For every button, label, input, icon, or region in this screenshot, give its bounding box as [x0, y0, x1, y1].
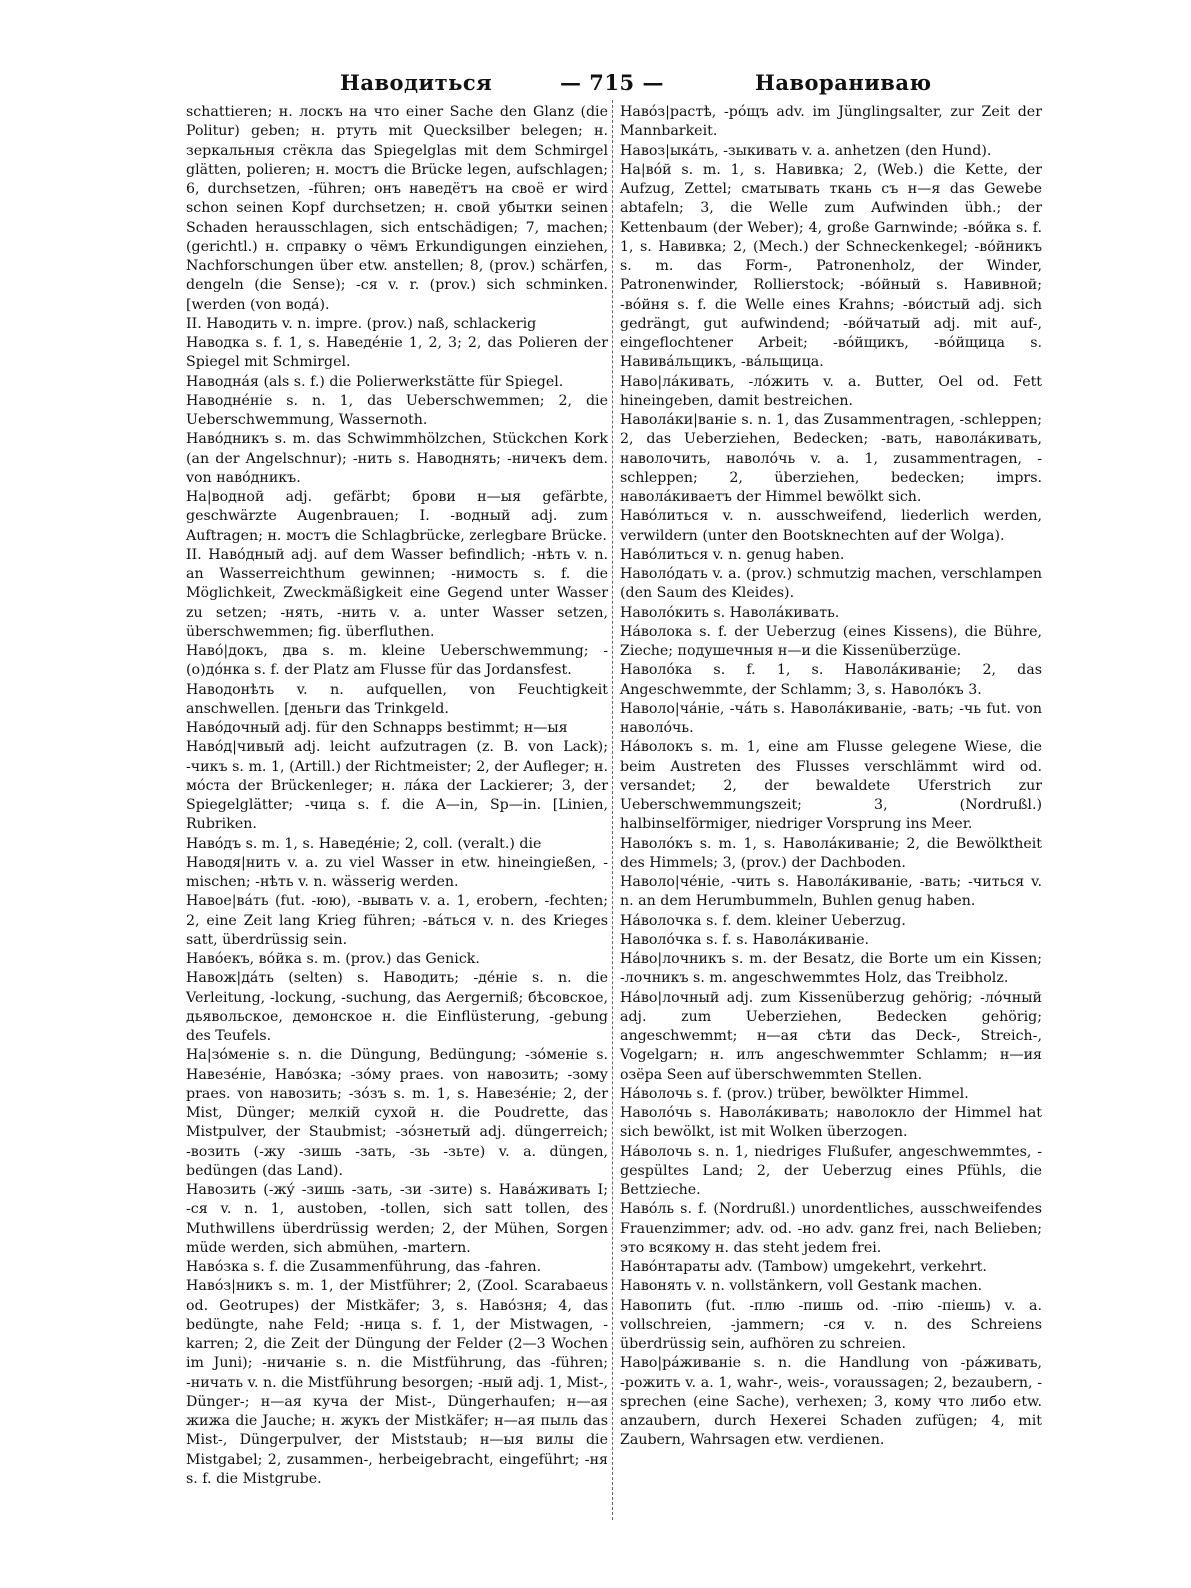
entry: Нáво|лочный adj. zum Kissenüberzug gehörig; -лóчный adj. zum Ueberziehen, Bedecken gehörig; angeschwemmt; н—ая сѣти das Deck-, Streich-, Vogelgarn; н. илъ angeschwemmter Schlamm; н—ия озёра Seen auf überschwemmten Stellen. [620, 989, 1042, 1083]
left-column [186, 103, 608, 1489]
entry: Нáволока s. f. der Ueberzug (eines Kissens), die Bühre, Zieche; подушечныя н—и die Kissenüberzüge. [620, 623, 1042, 659]
entry: Наводя|нить v. a. zu viel Wasser in etw. hineingießen, -mischen; -нѣть v. n. wässerig werden. [186, 854, 608, 890]
entry: Навóд|чивый adj. leicht aufzutragen (z. B. von Lack); -чикъ s. m. 1, (Artill.) der Richtmeister; 2, der Aufleger; н. мóста der Brückenleger; н. лáка der Lackierer; 3, der Spiegelglätter; -чица s. f. die A—in, Sp—in. [Linien, Rubriken. [186, 739, 608, 833]
header-right-word: Навораниваю [755, 70, 932, 95]
entry: Наволóкъ s. m. 1, s. Наволáкиваніе; 2, die Bewölktheit des Himmels; 3, (prov.) der Dachboden. [620, 835, 1042, 871]
entry: Навóдъ s. m. 1, s. Наведéніе; 2, coll. (veralt.) die [186, 835, 542, 852]
column-divider [612, 100, 613, 1520]
entry: Наволóчь s. Наволáкивать; наволокло der Himmel hat sich bewölkt, ist mit Wolken überzogen. [620, 1105, 1042, 1141]
entry: Навож|дáть (selten) s. Наводить; -дéніе s. n. die Verleitung, -lockung, -suchung, das Aergerniß; бѣсовское, дьявольское, демонское н. die Einflüsterung, -gebung des Teufels. [186, 970, 608, 1044]
entry: Навóлиться v. n. ausschweifend, liederlich werden, verwildern (unter den Bootsknechten auf der Wolga). [620, 508, 1042, 544]
entry: Навонять v. n. vollstänkern, voll Gestank machen. [620, 1278, 983, 1295]
entry: На|зóменіе s. n. die Düngung, Bedüngung; -зóменіе s. Навезéніе, Навóзка; -зóму praes. von навозить; -зому praes. von навозить; -зóзъ s. m. 1, s. Навезéніе; 2, der Mist, Dünger; мелкій сухой н. die Poudrette, das Mistpulver, der Staubmist; -зóзнетый adj. düngerreich; -возить (-жу -зишь -зать, -зь -зьте) v. a. düngen, bedüngen (das Land). [186, 1047, 608, 1179]
entry: Навóдникъ s. m. das Schwimmhölzchen, Stückchen Kork (an der Angelschnur); -нить s. Наводнять; -ничекъ dem. von навóдникъ. [186, 431, 608, 486]
page-number: — 715 — [560, 70, 664, 95]
entry: Навóль s. f. (Nordrußl.) unordentliches, ausschweifendes Frauenzimmer; adv. od. -но adv. ganz frei, nach Belieben; это всякому н. das steht jedem frei. [620, 1201, 1042, 1256]
entry: Навое|вáть (fut. -юю), -вывать v. a. 1, erobern, -fechten; 2, eine Zeit lang Krieg führen; -вáться v. n. des Krieges satt, überdrüssig sein. [186, 893, 608, 948]
entry: Наводка s. f. 1, s. Наведéніе 1, 2, 3; 2, das Polieren der Spiegel mit Schmirgel. [186, 335, 608, 371]
entry: Наводнéніе s. n. 1, das Ueberschwemmen; 2, die Ueberschwemmung, Wassernoth. [186, 392, 608, 428]
entry: На|вóй s. m. 1, s. Навивка; 2, (Web.) die Kette, der Aufzug, Zettel; сматывать ткань съ н—я das Gewebe abtafeln; 3, die Welle zum Aufwinden übh.; der Kettenbaum (der Weber); 4, große Garnwinde; -вóйка s. f. 1, s. Навивка; 2, (Mech.) der Schneckenkegel; -вóйникъ s. m. das Form-, Patronenholz, der Winder, Patronenwinder, Rollierstock; -вóйный s. Навивной; -вóйня s. f. die Welle eines Krahns; -вóистый adj. sich gedrängt, gut aufwindend; -вóйчатый adj. mit auf-, eingeflochtener Arbeit; -вóйщикъ, -вóйщица s. Навивáльщикъ, -вáльщица. [620, 161, 1042, 371]
entry: Наво|лáкивать, -лóжить v. a. Butter, Oel od. Fett hineingeben, damit bestreichen. [620, 373, 1042, 409]
entry: Наволо|чáніе, -чáть s. Наволáкиваніе, -вать; -чь fut. von наволóчь. [620, 700, 1042, 736]
entry: Навоз|ыкáть, -зыкивать v. a. anhetzen (den Hund). [620, 142, 992, 159]
entry: Навó|докъ, два s. m. kleine Ueberschwemmung; -(о)дóнка s. f. der Platz am Flusse für das Jordansfest. [186, 643, 608, 679]
entry: II. Навóдный adj. auf dem Wasser befindlich; -нѣть v. n. an Wasserreichthum gewinnen; -нимость s. f. die Möglichkeit, Zweckmäßigkeit eine Gegend unter Wasser zu setzen; -нять, -нить v. a. unter Wasser setzen, überschwemmen; fig. überfluthen. [186, 546, 608, 640]
entry: Наволóкить s. Наволáкивать. [620, 604, 840, 621]
entry: Нáволочь s. f. (prov.) trüber, bewölkter Himmel. [620, 1085, 969, 1102]
header-left-word: Наводиться [340, 70, 493, 95]
entry: Наволóдать v. a. (prov.) schmutzig machen, verschlampen (den Saum des Kleides). [620, 566, 1042, 602]
entry: Нáво|лочникъ s. m. der Besatz, die Borte um ein Kissen; -лочникъ s. m. angeschwemmtes Holz, das Treibholz. [620, 951, 1042, 987]
entry: Наволóчка s. f. s. Наволáкиваніе. [620, 931, 869, 948]
entry: Навóекъ, вóйка s. m. (prov.) das Genick. [186, 951, 480, 967]
entry: Навóнтараты adv. (Tambow) umgekehrt, verkehrt. [620, 1259, 987, 1275]
entry: Навóз|никъ s. m. 1, der Mistführer; 2, (Zool. Scarabaeus od. Geotrupes) der Mistkäfer; 3, s. Навóзня; 4, das bedüngte, nahe Feld; -ница s. f. 1, der Mistwagen, -karren; 2, die Zeit der Düngung der Felder (2—3 Wochen im Juni); -ничаніе s. n. die Mistführung, das -führen; -ничать v. n. die Mistführung besorgen; -ный adj. 1, Mist-, Dünger-; н—ая куча der Mist-, Düngerhaufen; н—ая жижа die Jauche; н. жукъ der Mistkäfer; н—ая пыль das Mist-, Düngerpulver, der Miststaub; н—ыя вилы die Mistgabel; 2, zusammen-, herbeigebracht, eingeführt; -ня s. f. die Mistgrube. [186, 1278, 608, 1487]
entry: Навóдочный adj. für den Schnapps bestimmt; н—ыя [186, 720, 568, 736]
entry: Наводнáя (als s. f.) die Polierwerkstätte für Spiegel. [186, 373, 564, 390]
entry: Навóзка s. f. die Zusammenführung, das -fahren. [186, 1259, 542, 1275]
entry: Нáволочь s. n. 1, niedriges Flußufer, angeschwemmtes, -gespültes Land; 2, der Ueberzug eines Pfühls, die Bettzieche. [620, 1143, 1042, 1198]
entry: schattieren; н. лоскъ на что einer Sache den Glanz (die Politur) geben; н. ртуть mit Quecksilber belegen; н. зеркальныя стёкла das Spiegelglas mit dem Schmirgel glätten, polieren; н. мостъ die Brücke legen, aufschlagen; 6, durchsetzen, -führen; онъ наведётъ на своё er wird schon seinen Kopf durchsetzen; н. свой убытки seinen Schaden herausschlagen, sich entschädigen; 7, machen; (gerichtl.) н. справку о чёмъ Erkundigungen einziehen, Nachforschungen über etw. anstellen; 8, (prov.) schärfen, dengeln (die Sense); -ся v. r. (prov.) sich schminken. [werden (von водá). [186, 104, 608, 313]
entry: Навопить (fut. -плю -пишь od. -пію -піешь) v. a. vollschreien, -jammern; -ся v. n. des Schreiens überdrüssig sein, aufhören zu schreien. [620, 1297, 1042, 1352]
entry: Нáволокъ s. m. 1, eine am Flusse gelegene Wiese, die beim Austreten des Flusses verschlämmt wird od. versandet; 2, der bewaldete Uferstrich zur Ueberschwemmungszeit; 3, (Nordrußl.) halbinselförmiger, niedriger Vorsprung ins Meer. [620, 739, 1042, 833]
entry: II. Наводить v. n. impre. (prov.) naß, schlackerig [186, 315, 537, 332]
entry: Наво|рáживаніе s. n. die Handlung von -рáживать, -рожить v. a. 1, wahr-, weis-, voraussagen; 2, bezaubern, -sprechen (eine Sache), verhexen; 3, кому что либо etw. anzaubern, durch Hexerei Schaden zufügen; 4, mit Zaubern, Wahrsagen etw. verdienen. [620, 1355, 1042, 1449]
entry: На|водной adj. gefärbt; брови н—ыя gefärbte, geschwärzte Augenbrauen; I. -водный adj. zum Auftragen; н. мостъ die Schlagbrücke, zerlegbare Brücke. [186, 489, 608, 544]
entry: Нáволочка s. f. dem. kleiner Ueberzug. [620, 912, 906, 929]
entry: Наволáки|ваніе s. n. 1, das Zusammentragen, -schleppen; 2, das Ueberziehen, Bedecken; -вать, наволáкивать, наволочить, наволóчь v. a. 1, zusammentragen, -schleppen; 2, überziehen, bedecken; imprs. наволáкиваетъ der Himmel bewölkt sich. [620, 412, 1042, 505]
entry: Наводонѣть v. n. aufquellen, von Feuchtigkeit anschwellen. [деньги das Trinkgeld. [186, 681, 608, 717]
entry: Навозить (-жý -зишь -зать, -зи -зите) s. Навáживать I; -ся v. n. 1, austoben, -tollen, sich satt tollen, des Muthwillens überdrüssig werden; 2, der Mühen, Sorgen müde werden, sich abmühen, -martern. [186, 1182, 608, 1256]
entry: Наволо|чéніе, -чить s. Наволáкиваніе, -вать; -читься v. n. an dem Herumbummeln, Buhlen genug haben. [620, 874, 1042, 910]
entry: Навóз|растѣ, -рóщъ adv. im Jünglingsalter, zur Zeit der Mannbarkeit. [620, 104, 1042, 140]
entry: Наволóка s. f. 1, s. Наволáкиваніе; 2, das Angeschwemmte, der Schlamm; 3, s. Наволóкъ 3. [620, 662, 1042, 698]
entry: Навóлиться v. n. genug haben. [620, 546, 845, 563]
right-column [620, 103, 1042, 1451]
